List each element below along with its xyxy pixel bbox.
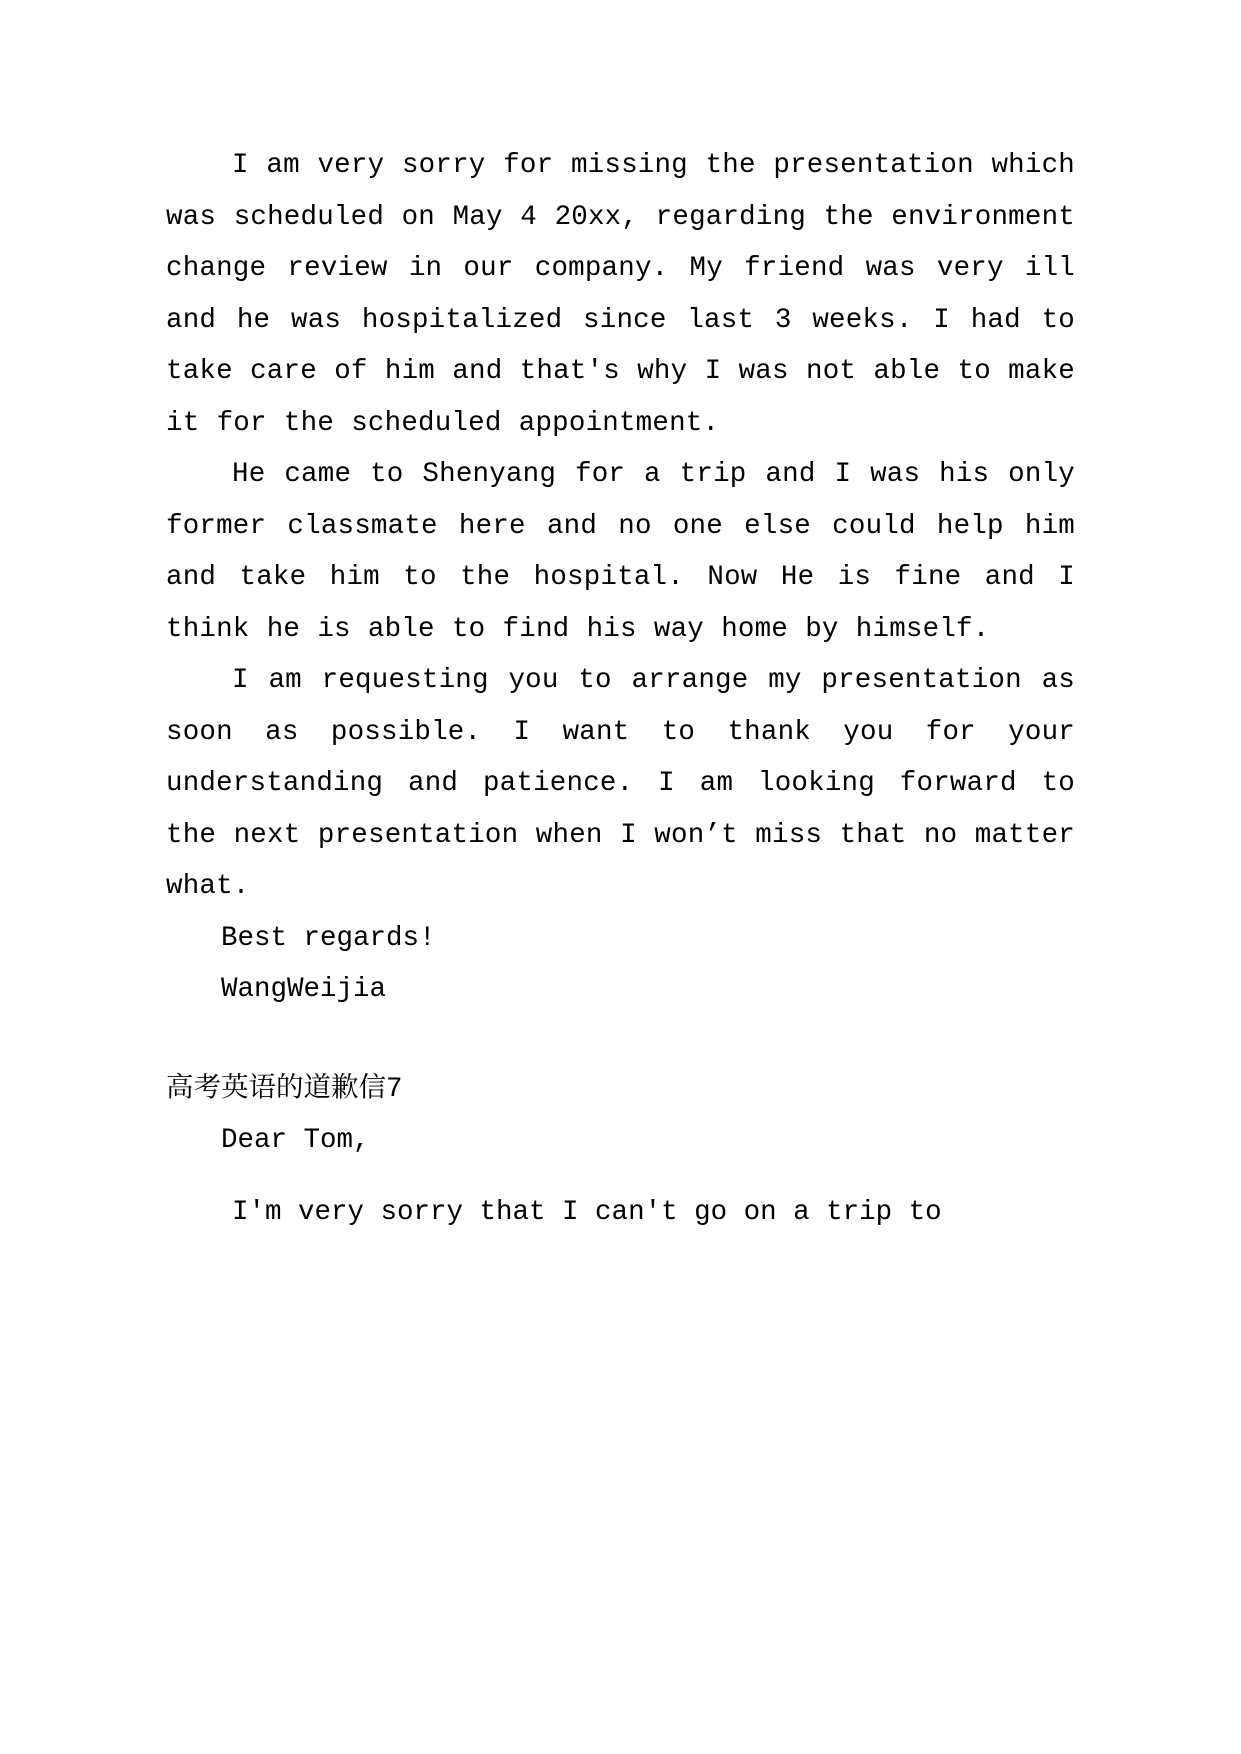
paragraph-next-letter: I'm very sorry that I can't go on a trip to [232, 1196, 942, 1228]
document-body [166, 140, 1075, 1238]
section-heading: 高考英语的道歉信7 [166, 1073, 403, 1105]
paragraph-explanation: He came to Shenyang for a trip and I was his only former classmate here and no one else could help him and take him to the hospital. Now He is fine and I think he is able to find his way home by himself. [166, 459, 1075, 645]
paragraph-spacer [166, 1167, 1075, 1187]
salutation-line: Dear Tom, [221, 1125, 370, 1156]
section-spacer [166, 1016, 1075, 1064]
paragraph-request: I am requesting you to arrange my presentation as soon as possible. I want to thank you for your understanding and patience. I am looking forward to the next presentation when I won’t miss that no matter what. [166, 665, 1075, 902]
signature-line: WangWeijia [221, 974, 387, 1005]
paragraph-apology: I am very sorry for missing the presentation which was scheduled on May 4 20xx, regarding the environment change review in our company. My friend was very ill and he was hospitalized since last 3 weeks. I had to take care of him and that's why I was not able to make it for the scheduled appointment. [166, 150, 1075, 439]
closing-line: Best regards! [221, 922, 436, 954]
